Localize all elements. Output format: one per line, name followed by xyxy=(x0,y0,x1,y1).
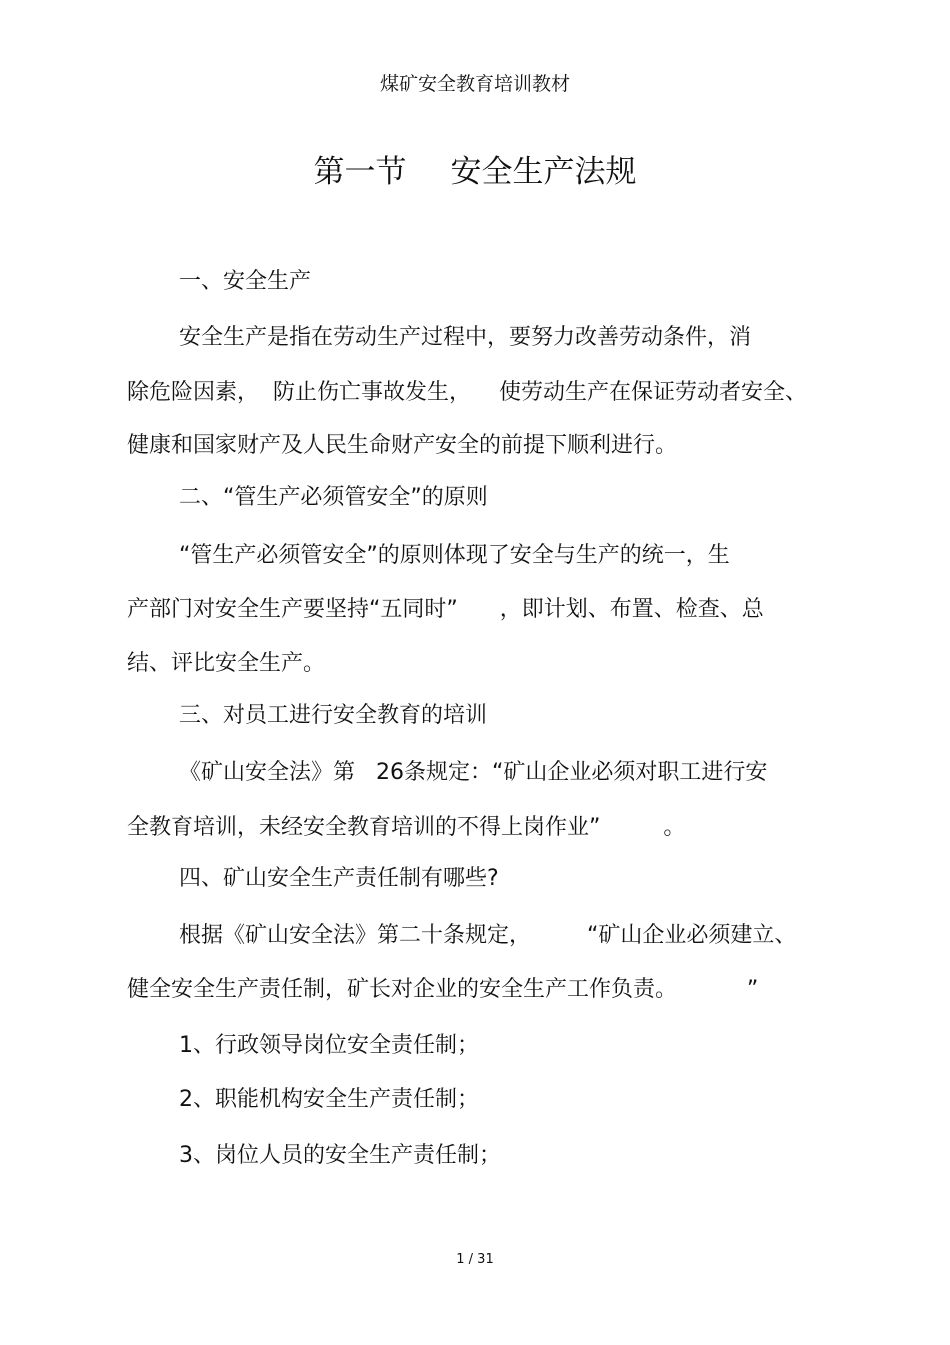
paragraph-line: 全教育培训，未经安全教育培训的不得上岗作业” 。 xyxy=(127,815,686,840)
section-number: 第一节 xyxy=(313,154,407,190)
paragraph-line: 健康和国家财产及人民生命财产安全的前提下顺利进行。 xyxy=(127,433,678,458)
heading-training: 三、对员工进行安全教育的培训 xyxy=(179,703,488,728)
paragraph-line: 健全安全生产责任制，矿长对企业的安全生产工作负责。 ” xyxy=(127,977,759,1002)
paragraph-line: “管生产必须管安全”的原则体现了安全与生产的统一，生 xyxy=(179,543,730,568)
section-title xyxy=(0,150,950,194)
paragraph-line: 产部门对安全生产要坚持“五同时” ，即计划、布置、检查、总 xyxy=(127,597,764,622)
paragraph-line: 《矿山安全法》第 26条规定：“矿山企业必须对职工进行安 xyxy=(179,760,768,785)
heading-responsibility: 四、矿山安全生产责任制有哪些? xyxy=(179,866,499,891)
paragraph-line: 除危险因素， 防止伤亡事故发生， 使劳动生产在保证劳动者安全、 xyxy=(127,380,807,405)
paragraph-line: 安全生产是指在劳动生产过程中，要努力改善劳动条件，消 xyxy=(179,325,752,350)
list-item: 1、行政领导岗位安全责任制； xyxy=(179,1033,479,1058)
list-item: 2、职能机构安全生产责任制； xyxy=(179,1087,479,1112)
list-item: 3、岗位人员的安全生产责任制； xyxy=(179,1143,501,1168)
section-heading: 安全生产法规 xyxy=(450,154,637,190)
running-header: 煤矿安全教育培训教材 xyxy=(379,73,570,95)
paragraph-line: 根据《矿山安全法》第二十条规定， “矿山企业必须建立、 xyxy=(179,923,797,948)
page-number: 1 / 31 xyxy=(456,1252,494,1267)
paragraph-line: 结、评比安全生产。 xyxy=(127,651,326,676)
heading-safety-production: 一、安全生产 xyxy=(179,269,312,294)
heading-principle: 二、“管生产必须管安全”的原则 xyxy=(179,485,488,510)
